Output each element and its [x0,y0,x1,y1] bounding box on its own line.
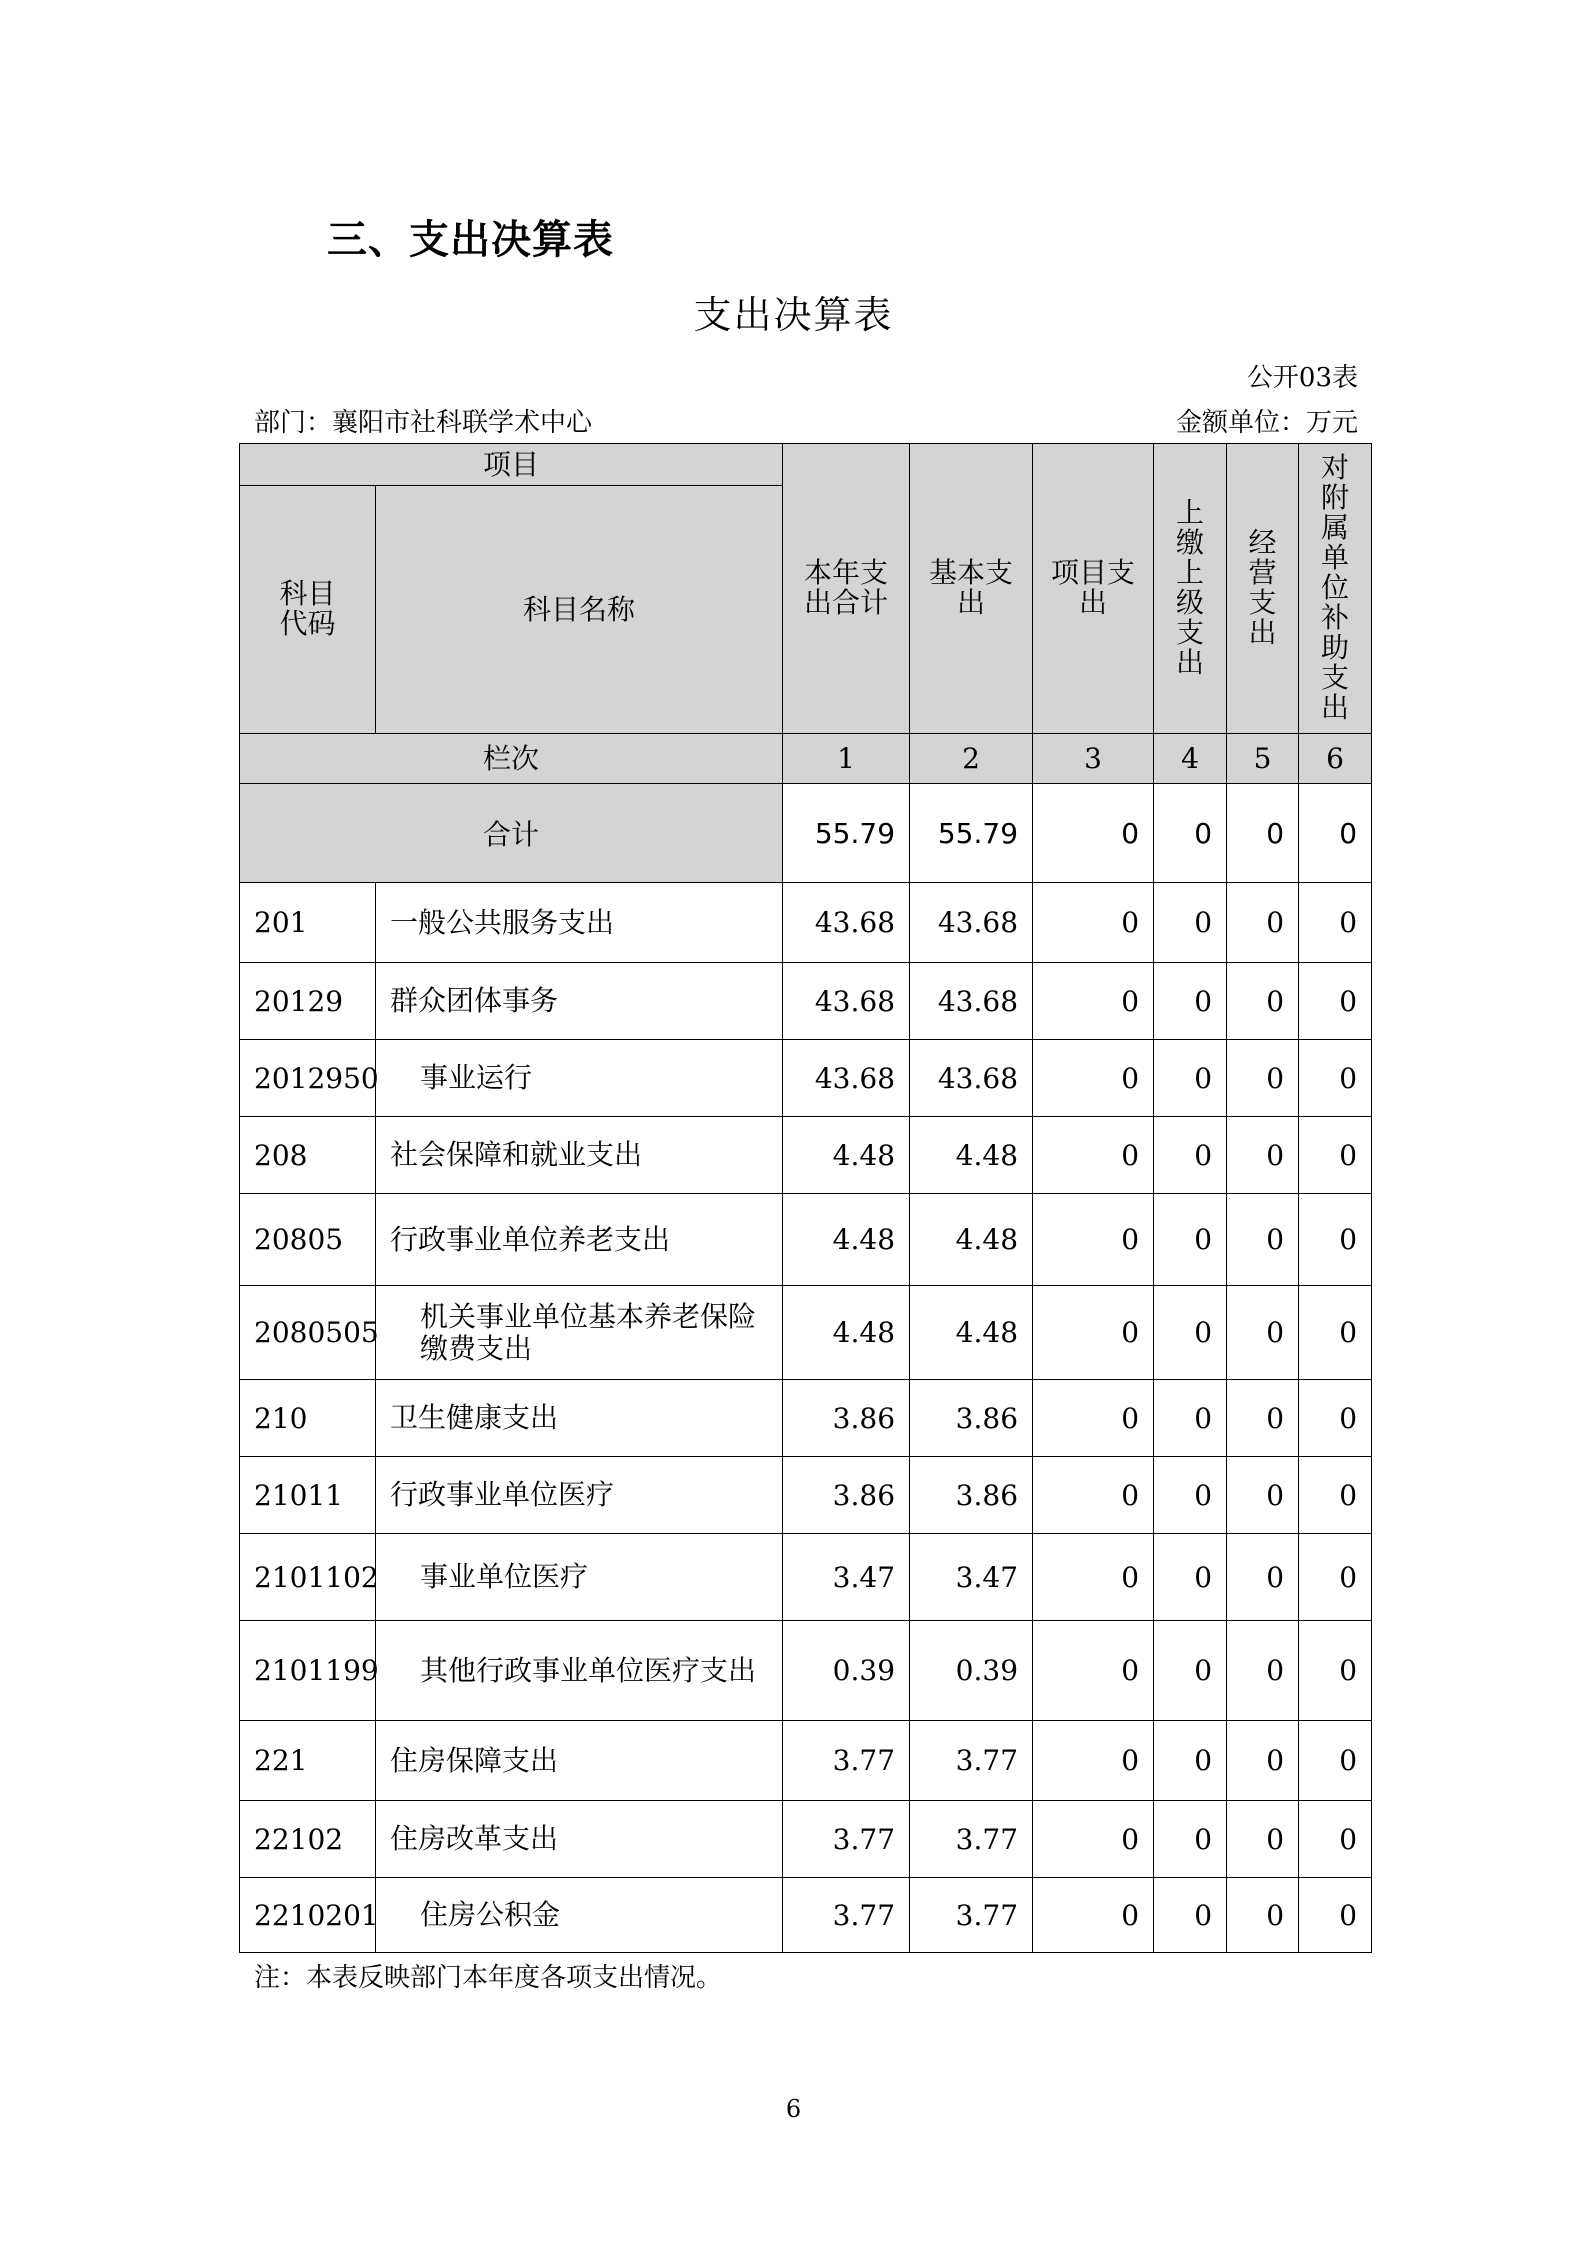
table-row [240,1380,1372,1457]
subject-name: 其他行政事业单位医疗支出 [376,1621,783,1721]
amount-cell: 3.77 [783,1721,910,1801]
amount-cell: 0 [1299,1721,1372,1801]
subject-name: 群众团体事务 [376,963,783,1040]
amount-cell: 0 [1154,1457,1227,1534]
department-label: 部门：襄阳市社科联学术中心 [254,408,593,438]
amount-cell: 0 [1227,1380,1299,1457]
amount-cell: 43.68 [910,883,1033,963]
amount-cell: 0 [1227,1117,1299,1194]
subject-code: 201 [240,883,376,963]
amount-cell: 0 [1033,1878,1154,1953]
amount-cell: 0 [1154,1621,1227,1721]
amount-cell: 0 [1033,1621,1154,1721]
amount-cell: 0 [1227,1194,1299,1286]
subject-name: 事业单位医疗 [376,1534,783,1621]
amount-cell: 0 [1033,1534,1154,1621]
amount-cell: 3.47 [783,1534,910,1621]
subject-code: 221 [240,1721,376,1801]
table-title: 支出决算表 [693,293,894,337]
amount-cell: 0 [1299,1801,1372,1878]
table-row [240,963,1372,1040]
subject-code: 2012950 [240,1040,376,1117]
amount-cell: 3.86 [910,1380,1033,1457]
subject-name: 行政事业单位医疗 [376,1457,783,1534]
amount-cell: 0 [1299,1380,1372,1457]
subject-code: 2101199 [240,1621,376,1721]
header-code: 科目代码 [240,486,376,734]
amount-cell: 0.39 [910,1621,1033,1721]
table-note: 注：本表反映部门本年度各项支出情况。 [254,1963,723,1993]
subject-code: 208 [240,1117,376,1194]
amount-cell: 3.77 [910,1801,1033,1878]
amount-cell: 0 [1154,883,1227,963]
amount-cell: 43.68 [783,1040,910,1117]
header-col6: 对附属单位补助支出 [1299,444,1372,734]
table-row [240,1878,1372,1953]
table-row [240,1286,1372,1380]
amount-cell: 4.48 [783,1117,910,1194]
amount-cell: 3.77 [783,1878,910,1953]
amount-cell: 0 [1299,1534,1372,1621]
header-col4: 上缴上级支出 [1154,444,1227,734]
amount-cell: 0 [1227,1721,1299,1801]
header-index: 4 [1154,734,1227,784]
amount-cell: 0 [1227,883,1299,963]
amount-cell: 3.86 [910,1457,1033,1534]
header-col5: 经营支出 [1227,444,1299,734]
table-row [240,1117,1372,1194]
amount-cell: 0 [1033,963,1154,1040]
subject-name: 一般公共服务支出 [376,883,783,963]
subject-name: 社会保障和就业支出 [376,1117,783,1194]
amount-cell: 0 [1227,963,1299,1040]
amount-cell: 0 [1154,1286,1227,1380]
amount-cell: 43.68 [783,883,910,963]
amount-cell: 0 [1299,1286,1372,1380]
subject-code: 2210201 [240,1878,376,1953]
table-row [240,1534,1372,1621]
amount-cell: 0 [1227,1457,1299,1534]
header-name: 科目名称 [376,486,783,734]
total-label: 合计 [240,784,783,883]
subject-name: 事业运行 [376,1040,783,1117]
table-row [240,883,1372,963]
table-row [240,1457,1372,1534]
header-row-item [240,444,1372,486]
amount-cell: 0 [1033,1801,1154,1878]
header-index: 6 [1299,734,1372,784]
amount-cell: 0 [1299,1457,1372,1534]
subject-name: 卫生健康支出 [376,1380,783,1457]
total-value: 55.79 [783,784,910,883]
header-index: 1 [783,734,910,784]
subject-code: 20129 [240,963,376,1040]
subject-name: 住房公积金 [376,1878,783,1953]
amount-cell: 0 [1299,963,1372,1040]
amount-cell: 0 [1227,1621,1299,1721]
table-row [240,1621,1372,1721]
amount-cell: 0 [1299,883,1372,963]
amount-cell: 0 [1154,1721,1227,1801]
form-number: 公开03表 [1246,363,1358,393]
amount-cell: 0 [1033,1194,1154,1286]
amount-cell: 43.68 [910,1040,1033,1117]
subject-code: 21011 [240,1457,376,1534]
amount-cell: 0 [1227,1286,1299,1380]
amount-cell: 0 [1227,1040,1299,1117]
amount-cell: 0 [1299,1117,1372,1194]
header-index: 5 [1227,734,1299,784]
total-value: 0 [1299,784,1372,883]
amount-cell: 0 [1299,1621,1372,1721]
amount-cell: 4.48 [910,1194,1033,1286]
amount-cell: 43.68 [783,963,910,1040]
table-row [240,1194,1372,1286]
subject-code: 22102 [240,1801,376,1878]
amount-cell: 4.48 [783,1194,910,1286]
header-col2: 基本支出 [910,444,1033,734]
amount-cell: 0 [1154,1117,1227,1194]
amount-cell: 3.86 [783,1457,910,1534]
amount-cell: 0 [1033,1286,1154,1380]
amount-cell: 0 [1033,1040,1154,1117]
amount-cell: 0 [1299,1040,1372,1117]
table-row [240,1721,1372,1801]
header-col1: 本年支出合计 [783,444,910,734]
header-item: 项目 [240,444,783,486]
header-col3: 项目支出 [1033,444,1154,734]
amount-cell: 0 [1154,963,1227,1040]
amount-cell: 0 [1154,1878,1227,1953]
amount-cell: 0 [1154,1380,1227,1457]
amount-cell: 4.48 [783,1286,910,1380]
amount-cell: 4.48 [910,1117,1033,1194]
section-title: 三、支出决算表 [327,217,614,263]
total-value: 0 [1227,784,1299,883]
page-number: 6 [785,2095,802,2123]
amount-cell: 0 [1227,1801,1299,1878]
subject-code: 2080505 [240,1286,376,1380]
amount-cell: 0 [1154,1534,1227,1621]
amount-unit-label: 金额单位：万元 [1175,408,1358,438]
amount-cell: 0 [1154,1040,1227,1117]
total-row [240,784,1372,883]
total-value: 0 [1154,784,1227,883]
amount-cell: 0 [1033,1117,1154,1194]
amount-cell: 3.77 [910,1721,1033,1801]
subject-code: 2101102 [240,1534,376,1621]
header-index: 2 [910,734,1033,784]
header-index: 3 [1033,734,1154,784]
amount-cell: 0 [1154,1801,1227,1878]
header-lanci: 栏次 [240,734,783,784]
subject-code: 20805 [240,1194,376,1286]
amount-cell: 0 [1227,1534,1299,1621]
subject-name: 住房改革支出 [376,1801,783,1878]
amount-cell: 0.39 [783,1621,910,1721]
expenditure-table [239,443,1372,1953]
amount-cell: 0 [1154,1194,1227,1286]
amount-cell: 0 [1299,1194,1372,1286]
amount-cell: 0 [1033,1380,1154,1457]
amount-cell: 3.77 [783,1801,910,1878]
amount-cell: 0 [1033,1721,1154,1801]
amount-cell: 43.68 [910,963,1033,1040]
amount-cell: 3.86 [783,1380,910,1457]
amount-cell: 0 [1299,1878,1372,1953]
header-row-lanci [240,734,1372,784]
amount-cell: 3.77 [910,1878,1033,1953]
table-row [240,1040,1372,1117]
amount-cell: 3.47 [910,1534,1033,1621]
total-value: 0 [1033,784,1154,883]
table-row [240,1801,1372,1878]
subject-code: 210 [240,1380,376,1457]
amount-cell: 0 [1033,1457,1154,1534]
amount-cell: 0 [1033,883,1154,963]
amount-cell: 4.48 [910,1286,1033,1380]
subject-name: 住房保障支出 [376,1721,783,1801]
subject-name: 机关事业单位基本养老保险缴费支出 [376,1286,783,1380]
total-value: 55.79 [910,784,1033,883]
amount-cell: 0 [1227,1878,1299,1953]
subject-name: 行政事业单位养老支出 [376,1194,783,1286]
